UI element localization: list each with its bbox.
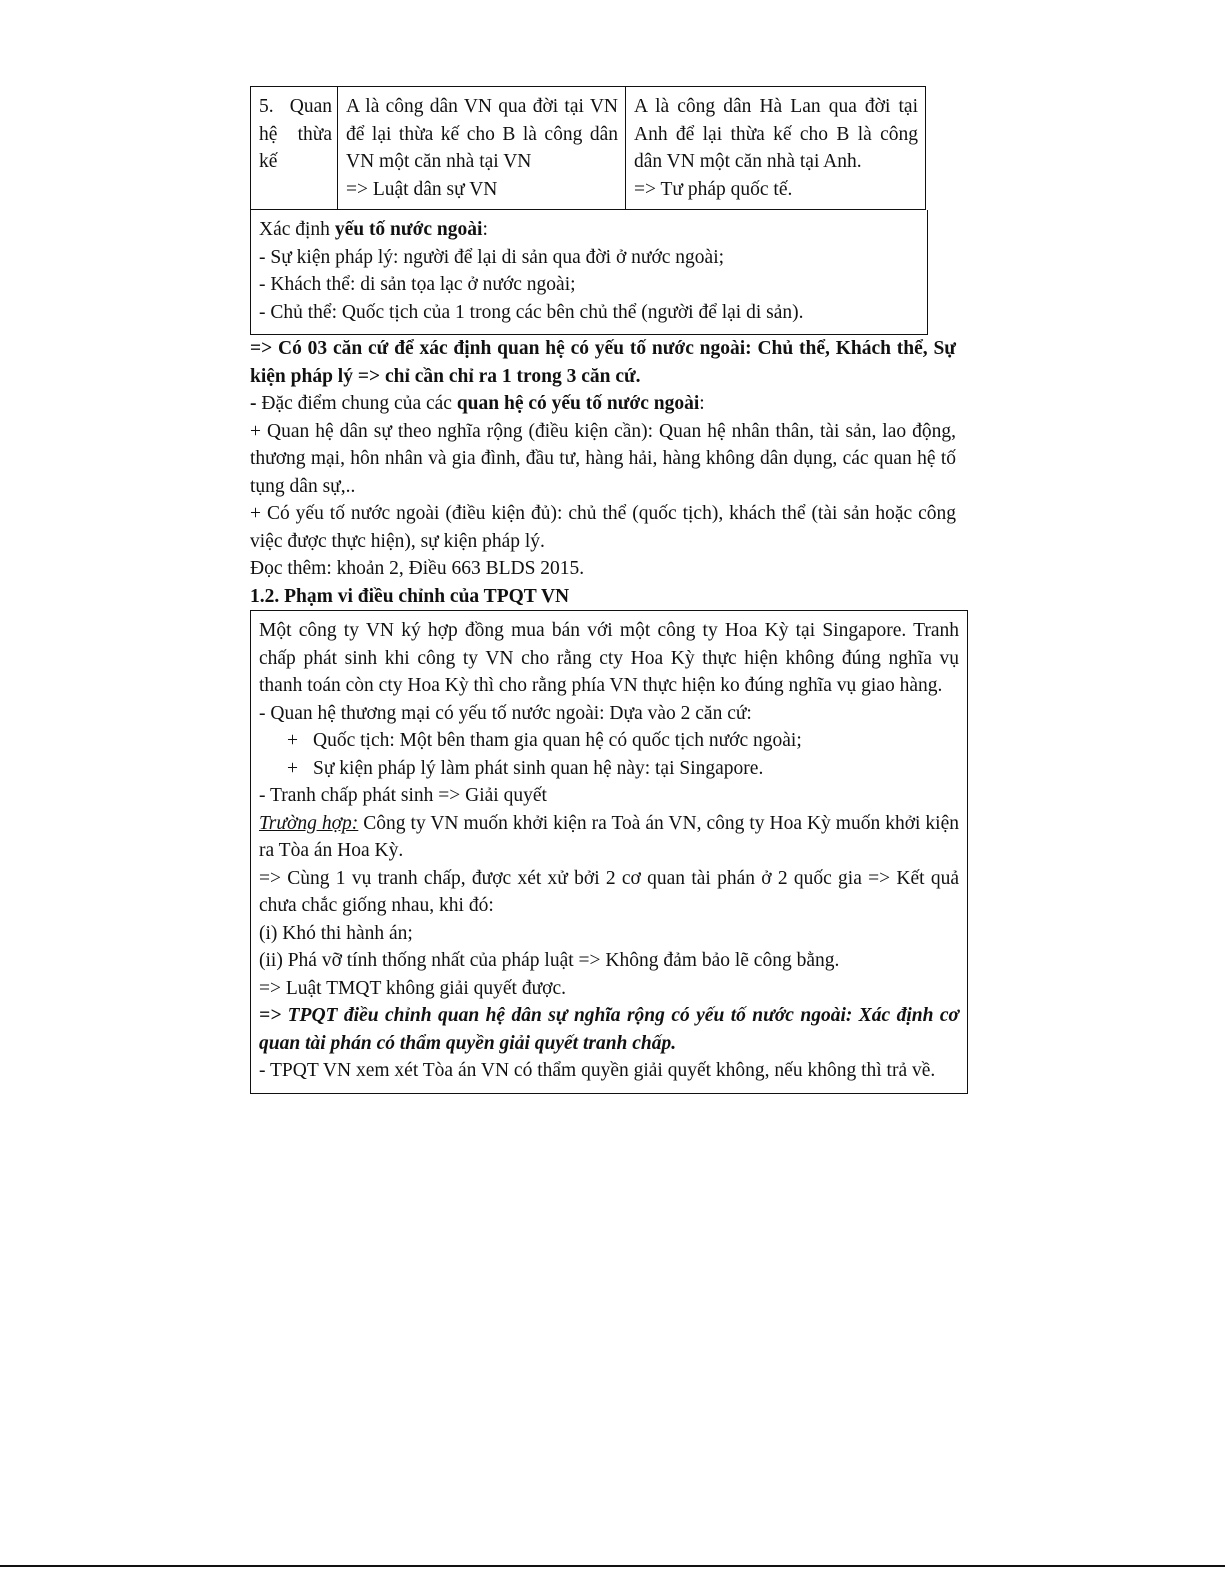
paragraph: + Có yếu tố nước ngoài (điều kiện đủ): chủ thể (quốc tịch), khách thể (tài sản hoặc công việc được thực hiện), sự kiện pháp lý. [250, 503, 956, 552]
box-lead [259, 216, 919, 244]
paragraph: => TPQT điều chỉnh quan hệ dân sự nghĩa rộng có yếu tố nước ngoài: Xác định cơ quan tài phán có thẩm quyền giải quyết tranh chấp. [259, 1005, 959, 1054]
comparison-table [250, 86, 926, 210]
paragraph: (ii) Phá vỡ tính thống nhất của pháp luật => Không đảm bảo lẽ công bằng. [259, 950, 840, 971]
paragraph: - Tranh chấp phát sinh => Giải quyết [259, 785, 547, 806]
plus-marker: + [287, 757, 298, 779]
case-label: Trường hợp: [259, 812, 359, 834]
document-page [250, 86, 968, 1094]
feature-text: Đặc điểm chung của các [261, 393, 457, 414]
cell-text: => Tư pháp quốc tế. [634, 178, 793, 200]
cell-text: A là công dân Hà Lan qua đời tại Anh để lại thừa kế cho B là công dân VN một căn nhà tại Anh. [634, 96, 918, 172]
table-cell-category: 5. Quan hệ thừa kế [251, 87, 338, 210]
paragraph [259, 810, 959, 865]
paragraph: => Luật TMQT không giải quyết được. [259, 977, 566, 999]
page-bottom-rule [0, 1565, 1225, 1567]
list-item: - Sự kiện pháp lý: người để lại di sản qua đời ở nước ngoài; [259, 246, 725, 268]
paragraph: - TPQT VN xem xét Tòa án VN có thẩm quyền giải quyết không, nếu không thì trả về. [259, 1060, 936, 1081]
case-text: Công ty VN muốn khởi kiện ra Toà án VN, công ty Hoa Kỳ muốn khởi kiện ra Tòa án Hoa Kỳ. [259, 812, 959, 861]
lead-bold: yếu tố nước ngoài [334, 219, 483, 240]
paragraph: - Quan hệ thương mại có yếu tố nước ngoài: Dựa vào 2 căn cứ: [259, 702, 752, 724]
list-text: Quốc tịch: Một bên tham gia quan hệ có quốc tịch nước ngoài; [313, 730, 802, 751]
lead-end: : [482, 219, 488, 240]
cell-text: => Luật dân sự VN [346, 178, 498, 200]
paragraph: => Cùng 1 vụ tranh chấp, được xét xử bởi 2 cơ quan tài phán ở 2 quốc gia => Kết quả chưa chắc giống nhau, khi đó: [259, 867, 959, 916]
table-cell-domestic [338, 87, 626, 210]
table-cell-foreign [626, 87, 926, 210]
cell-text: A là công dân VN qua đời tại VN để lại thừa kế cho B là công dân VN một căn nhà tại VN [346, 96, 618, 172]
foreign-element-box [250, 210, 928, 335]
feature-end: : [699, 393, 705, 414]
list-item [259, 727, 959, 755]
case-study-box [250, 610, 968, 1094]
paragraph: Đọc thêm: khoản 2, Điều 663 BLDS 2015. [250, 558, 585, 579]
lead-text: Xác định [259, 219, 335, 240]
conclusion-text: => Có 03 căn cứ để xác định quan hệ có yếu tố nước ngoài: Chủ thể, Khách thể, Sự kiện pháp lý => chỉ cần chỉ ra 1 trong 3 căn cứ. [250, 338, 956, 387]
list-item [259, 755, 959, 783]
section-heading: 1.2. Phạm vi điều chỉnh của TPQT VN [250, 585, 570, 607]
plus-marker: + [287, 730, 298, 751]
paragraph: Một công ty VN ký hợp đồng mua bán với một công ty Hoa Kỳ tại Singapore. Tranh chấp phát sinh khi công ty VN cho rằng cty Hoa Kỳ thực hiện không đúng nghĩa vụ thanh toán còn cty Hoa Kỳ thì cho rằng phía VN thực hiện ko đúng nghĩa vụ giao hàng. [259, 620, 959, 696]
feature-bold: quan hệ có yếu tố nước ngoài [456, 393, 700, 414]
feature-line [250, 390, 968, 418]
table-row [251, 87, 926, 210]
list-item: - Chủ thể: Quốc tịch của 1 trong các bên chủ thể (người để lại di sản). [259, 301, 804, 323]
paragraph: (i) Khó thi hành án; [259, 922, 413, 944]
list-item: - Khách thể: di sản tọa lạc ở nước ngoài; [259, 274, 576, 295]
paragraph: + Quan hệ dân sự theo nghĩa rộng (điều kiện cần): Quan hệ nhân thân, tài sản, lao động, thương mại, hôn nhân và gia đình, đầu tư, hàng hải, hàng không dân dụng, các quan hệ tố tụng dân sự,.. [250, 420, 956, 497]
feature-prefix: - [250, 393, 262, 414]
list-text: Sự kiện pháp lý làm phát sinh quan hệ này: tại Singapore. [313, 757, 764, 779]
